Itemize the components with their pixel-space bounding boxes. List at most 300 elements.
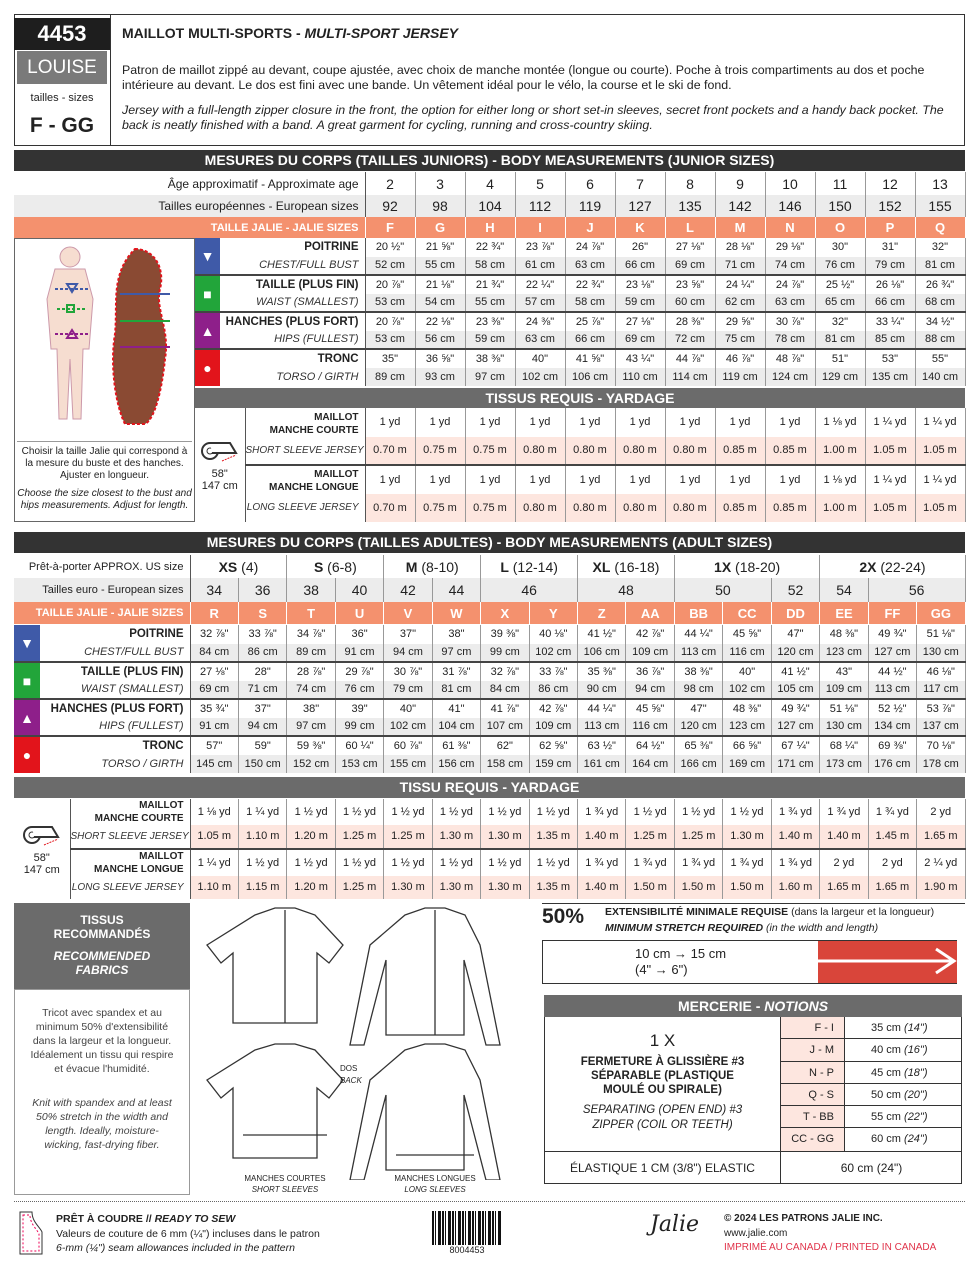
cm-value: 99 cm bbox=[335, 718, 383, 737]
zipper-size-range: Q - S bbox=[781, 1084, 845, 1105]
euro-label: Tailles européennes - European sizes bbox=[14, 195, 365, 217]
cm-value: 79 cm bbox=[865, 257, 915, 276]
cm-value: 155 cm bbox=[384, 755, 432, 774]
stretch-gauge bbox=[542, 940, 957, 984]
zipper-length bbox=[845, 1039, 928, 1060]
yardage-m: 1.50 m bbox=[674, 876, 722, 900]
zipper-length-row bbox=[781, 1062, 962, 1084]
stretch-req-fr-note: (dans la largeur et la longueur) bbox=[791, 906, 935, 918]
yardage-yd: 1 yd bbox=[665, 465, 715, 494]
inch-value: 32 ⅞" bbox=[481, 662, 529, 681]
stretch-req-fr: EXTENSIBILITÉ MINIMALE REQUISE bbox=[605, 906, 789, 918]
cm-value: 152 cm bbox=[287, 755, 335, 774]
yardage-m: 0.80 m bbox=[565, 494, 615, 523]
us-size-letter: XS bbox=[218, 558, 238, 575]
us-size-range: (18-20) bbox=[735, 558, 781, 575]
inch-value: 22 ¼" bbox=[515, 275, 565, 294]
yardage-yd: 1 ¾ yd bbox=[578, 849, 626, 876]
cm-value: 102 cm bbox=[529, 644, 577, 663]
us-size-range: (8-10) bbox=[421, 558, 459, 575]
cm-value: 85 cm bbox=[865, 331, 915, 350]
title-en: MULTI-SPORT JERSEY bbox=[304, 25, 459, 41]
jalie-size: EE bbox=[820, 602, 868, 624]
stretch-in: (4" → 6") bbox=[635, 962, 688, 977]
yardage-yd: 1 ½ yd bbox=[335, 849, 383, 876]
inch-value: 29 ⅛" bbox=[765, 238, 815, 257]
us-size-letter: XL bbox=[592, 558, 611, 575]
age-value: 2 bbox=[365, 172, 415, 195]
euro-size: 98 bbox=[415, 195, 465, 217]
zipper-length-row bbox=[781, 1084, 962, 1106]
inch-value: 41 ⅞" bbox=[481, 699, 529, 718]
inch-value: 29 ⅞" bbox=[335, 662, 383, 681]
garment-en: LONG SLEEVE JERSEY bbox=[245, 494, 365, 523]
cm-value: 171 cm bbox=[771, 755, 819, 774]
measure-label-fr: TAILLE (PLUS FIN) bbox=[40, 662, 190, 681]
fabric-width-in: 58" bbox=[211, 467, 228, 480]
inch-value: 24 ⅞" bbox=[765, 275, 815, 294]
inch-value: 47" bbox=[674, 699, 722, 718]
yardage-yd: 1 ⅛ yd bbox=[190, 799, 238, 825]
inch-value: 52 ½" bbox=[868, 699, 916, 718]
cm-value: 106 cm bbox=[578, 644, 626, 663]
cm-value: 127 cm bbox=[868, 644, 916, 663]
yardage-label bbox=[245, 408, 365, 437]
jalie-size: GG bbox=[917, 602, 965, 624]
jalie-size: O bbox=[815, 217, 865, 238]
cm-value: 158 cm bbox=[481, 755, 529, 774]
measurement-row-cm bbox=[14, 718, 965, 737]
zipper-length-list bbox=[781, 1017, 962, 1151]
inch-value: 37" bbox=[384, 625, 432, 644]
inch-value: 55" bbox=[915, 349, 965, 368]
euro-row bbox=[14, 195, 965, 217]
stretch-requirement bbox=[605, 904, 934, 936]
cm-value: 140 cm bbox=[915, 368, 965, 387]
yardage-yd: 1 yd bbox=[565, 408, 615, 437]
jalie-size: U bbox=[335, 602, 383, 624]
yardage-m: 0.80 m bbox=[665, 437, 715, 466]
garment-fr: MAILLOT bbox=[314, 468, 359, 480]
us-size-range: (16-18) bbox=[614, 558, 660, 575]
cm-value: 113 cm bbox=[578, 718, 626, 737]
cm-value: 66 cm bbox=[565, 331, 615, 350]
euro-size: 127 bbox=[615, 195, 665, 217]
measure-label-en: TORSO / GIRTH bbox=[220, 368, 365, 387]
zipper-length-in: (20") bbox=[904, 1088, 928, 1101]
cm-value: 55 cm bbox=[465, 294, 515, 313]
yardage-yd: 1 yd bbox=[415, 465, 465, 494]
euro-size: 46 bbox=[481, 578, 578, 602]
up-triangle-icon: ▲ bbox=[195, 312, 220, 349]
fabric-roll-cell bbox=[14, 799, 70, 899]
measure-label-fr: TRONC bbox=[220, 349, 365, 368]
jalie-row bbox=[14, 602, 965, 624]
cm-value: 106 cm bbox=[565, 368, 615, 387]
age-value: 10 bbox=[765, 172, 815, 195]
inch-value: 37" bbox=[238, 699, 286, 718]
yardage-yd: 1 yd bbox=[765, 465, 815, 494]
us-size bbox=[820, 555, 965, 578]
yardage-yd: 1 ¾ yd bbox=[578, 799, 626, 825]
inch-value: 25 ⅞" bbox=[565, 312, 615, 331]
cm-value: 55 cm bbox=[415, 257, 465, 276]
yardage-m: 0.85 m bbox=[715, 437, 765, 466]
us-size bbox=[384, 555, 481, 578]
measure-label-fr: TAILLE (PLUS FIN) bbox=[220, 275, 365, 294]
square-icon: ■ bbox=[14, 662, 40, 699]
inch-value: 26" bbox=[615, 238, 665, 257]
inch-value: 23 ⅜" bbox=[465, 312, 515, 331]
measure-label-en: TORSO / GIRTH bbox=[40, 755, 190, 774]
zipper-length-in: (24") bbox=[904, 1133, 928, 1146]
measurement-row bbox=[195, 275, 965, 294]
adult-measurements-header: MESURES DU CORPS (TAILLES ADULTES) - BODY MEASUREMENTS (ADULT SIZES) bbox=[14, 532, 965, 553]
cm-value: 63 cm bbox=[565, 257, 615, 276]
sizes-range: F - GG bbox=[29, 114, 95, 137]
down-triangle-icon: ▼ bbox=[14, 625, 40, 662]
cm-value: 109 cm bbox=[626, 644, 674, 663]
cm-value: 176 cm bbox=[868, 755, 916, 774]
euro-size: 40 bbox=[335, 578, 383, 602]
zipper-length-in: (18") bbox=[904, 1066, 928, 1079]
circle-icon: ● bbox=[195, 349, 220, 386]
euro-size: 119 bbox=[565, 195, 615, 217]
zipper-length-in: (16") bbox=[904, 1044, 928, 1057]
euro-size: 34 bbox=[190, 578, 238, 602]
long-sleeves-fr: MANCHES LONGUES bbox=[394, 1174, 476, 1183]
inch-value: 20 ⅞" bbox=[365, 275, 415, 294]
yardage-yd: 1 yd bbox=[715, 465, 765, 494]
inch-value: 57" bbox=[190, 736, 238, 755]
inch-value: 43 ¼" bbox=[615, 349, 665, 368]
yardage-m: 0.85 m bbox=[765, 494, 815, 523]
back-label-fr: DOS bbox=[340, 1064, 358, 1073]
us-size bbox=[578, 555, 675, 578]
euro-size: 104 bbox=[465, 195, 515, 217]
jalie-size: H bbox=[465, 217, 515, 238]
inch-value: 38" bbox=[432, 625, 480, 644]
inch-value: 46 ⅞" bbox=[715, 349, 765, 368]
euro-row bbox=[14, 578, 965, 602]
euro-label: Tailles euro - European sizes bbox=[14, 578, 190, 602]
yardage-yd: 1 yd bbox=[365, 408, 415, 437]
zipper-size-range: F - I bbox=[781, 1017, 845, 1038]
euro-size: 54 bbox=[820, 578, 868, 602]
yardage-label bbox=[70, 799, 190, 825]
yardage-yd: 1 ½ yd bbox=[238, 849, 286, 876]
yardage-yd: 1 ½ yd bbox=[335, 799, 383, 825]
cm-value: 71 cm bbox=[715, 257, 765, 276]
zipper-size-range: J - M bbox=[781, 1039, 845, 1060]
cm-value: 75 cm bbox=[715, 331, 765, 350]
yardage-m: 1.05 m bbox=[865, 494, 915, 523]
pattern-piece-icon bbox=[18, 1210, 44, 1256]
jalie-size: I bbox=[515, 217, 565, 238]
yardage-m: 0.80 m bbox=[665, 494, 715, 523]
yardage-m: 1.05 m bbox=[190, 825, 238, 849]
cm-value: 134 cm bbox=[868, 718, 916, 737]
yardage-m: 0.85 m bbox=[715, 494, 765, 523]
inch-value: 21 ¾" bbox=[465, 275, 515, 294]
inch-value: 44 ½" bbox=[868, 662, 916, 681]
zipper-length-in: (14") bbox=[904, 1022, 928, 1034]
inch-value: 35 ¾" bbox=[190, 699, 238, 718]
zipper-length bbox=[845, 1106, 928, 1127]
cm-value: 114 cm bbox=[665, 368, 715, 387]
cm-value: 84 cm bbox=[190, 644, 238, 663]
inch-value: 32" bbox=[915, 238, 965, 257]
yardage-m: 1.50 m bbox=[626, 876, 674, 900]
us-size-letter: S bbox=[313, 558, 324, 575]
stretch-percent: 50% bbox=[542, 905, 585, 928]
inch-value: 64 ½" bbox=[626, 736, 674, 755]
inch-value: 33 ¼" bbox=[865, 312, 915, 331]
inch-value: 43" bbox=[820, 662, 868, 681]
cm-value: 110 cm bbox=[615, 368, 665, 387]
zipper-length-row bbox=[781, 1128, 962, 1150]
yardage-yd: 1 ½ yd bbox=[384, 849, 432, 876]
jalie-size: S bbox=[238, 602, 286, 624]
measure-label-en: CHEST/FULL BUST bbox=[220, 257, 365, 276]
cm-value: 161 cm bbox=[578, 755, 626, 774]
yardage-m: 1.45 m bbox=[868, 825, 916, 849]
us-size bbox=[481, 555, 578, 578]
measurement-row bbox=[14, 625, 965, 644]
yardage-m: 1.10 m bbox=[238, 825, 286, 849]
yardage-m: 1.65 m bbox=[868, 876, 916, 900]
measurement-row bbox=[195, 312, 965, 331]
cm-value: 99 cm bbox=[481, 644, 529, 663]
inch-value: 42 ⅞" bbox=[529, 699, 577, 718]
yardage-row-m bbox=[14, 876, 965, 900]
ready-fr: PRÊT À COUDRE // bbox=[56, 1213, 155, 1225]
cm-value: 107 cm bbox=[481, 718, 529, 737]
fabrics-panel bbox=[14, 989, 190, 1195]
yardage-m: 1.00 m bbox=[815, 437, 865, 466]
cm-value: 63 cm bbox=[515, 331, 565, 350]
yardage-m: 1.30 m bbox=[481, 825, 529, 849]
yardage-m: 1.20 m bbox=[287, 876, 335, 900]
recommended-fabrics-header bbox=[14, 903, 190, 989]
zipper-length-cm: 60 cm bbox=[871, 1133, 901, 1146]
jalie-size: Q bbox=[915, 217, 965, 238]
short-sleeve-back-drawing bbox=[207, 1044, 343, 1158]
stretch-measure bbox=[635, 946, 726, 978]
age-value: 11 bbox=[815, 172, 865, 195]
jalie-size: FF bbox=[868, 602, 916, 624]
yardage-yd: 1 ½ yd bbox=[432, 799, 480, 825]
up-triangle-icon: ▲ bbox=[14, 699, 40, 736]
yardage-yd: 1 ¼ yd bbox=[238, 799, 286, 825]
measurement-row-cm bbox=[195, 368, 965, 387]
zipper-length-row bbox=[781, 1039, 962, 1061]
jalie-logo: Jalie bbox=[650, 1212, 700, 1237]
inch-value: 59 ⅜" bbox=[287, 736, 335, 755]
euro-size: 150 bbox=[815, 195, 865, 217]
euro-size: 112 bbox=[515, 195, 565, 217]
euro-size: 38 bbox=[287, 578, 335, 602]
long-sleeves-en: LONG SLEEVES bbox=[404, 1185, 466, 1194]
yardage-m: 1.05 m bbox=[915, 437, 965, 466]
cm-value: 116 cm bbox=[626, 718, 674, 737]
yardage-yd: 1 yd bbox=[465, 408, 515, 437]
garment-fr: MAILLOT bbox=[139, 850, 184, 862]
inch-value: 69 ⅜" bbox=[868, 736, 916, 755]
stretch-req-en: MINIMUM STRETCH REQUIRED bbox=[605, 922, 764, 934]
zipper-length bbox=[845, 1084, 928, 1105]
inch-value: 45 ⅝" bbox=[626, 699, 674, 718]
cm-value: 60 cm bbox=[665, 294, 715, 313]
inch-value: 21 ⅝" bbox=[415, 238, 465, 257]
inch-value: 23 ⅝" bbox=[665, 275, 715, 294]
yardage-m: 1.25 m bbox=[384, 825, 432, 849]
inch-value: 32" bbox=[815, 312, 865, 331]
age-value: 13 bbox=[915, 172, 965, 195]
inch-value: 28 ⅜" bbox=[665, 312, 715, 331]
cm-value: 59 cm bbox=[615, 294, 665, 313]
yardage-m: 0.80 m bbox=[615, 437, 665, 466]
cm-value: 156 cm bbox=[432, 755, 480, 774]
ready-en: READY TO SEW bbox=[154, 1213, 236, 1225]
yardage-yd: 1 ¾ yd bbox=[674, 849, 722, 876]
yardage-label bbox=[70, 849, 190, 876]
cm-value: 90 cm bbox=[578, 681, 626, 700]
inch-value: 36" bbox=[335, 625, 383, 644]
yardage-m: 1.15 m bbox=[238, 876, 286, 900]
fabric-roll-icon bbox=[22, 823, 62, 849]
cm-value: 109 cm bbox=[529, 718, 577, 737]
us-size-range: (22-24) bbox=[880, 558, 926, 575]
inch-value: 27 ⅛" bbox=[190, 662, 238, 681]
cm-value: 145 cm bbox=[190, 755, 238, 774]
cm-value: 153 cm bbox=[335, 755, 383, 774]
junior-figure-panel bbox=[14, 238, 195, 522]
euro-size: 48 bbox=[578, 578, 675, 602]
cm-value: 66 cm bbox=[865, 294, 915, 313]
inch-value: 48 ⅞" bbox=[765, 349, 815, 368]
yardage-m: 0.75 m bbox=[415, 494, 465, 523]
cm-value: 69 cm bbox=[615, 331, 665, 350]
long-sleeve-front-drawing bbox=[350, 908, 500, 1045]
inch-value: 23 ⅛" bbox=[615, 275, 665, 294]
inch-value: 66 ⅝" bbox=[723, 736, 771, 755]
choose-size-en: Choose the size closest to the bust and hips measurements. Adjust for length. bbox=[17, 488, 192, 511]
junior-yardage-table bbox=[195, 408, 966, 522]
measurement-row-cm bbox=[195, 294, 965, 313]
yardage-m: 0.70 m bbox=[365, 494, 415, 523]
zipper-length-cm: 40 cm bbox=[871, 1044, 901, 1057]
inch-value: 62" bbox=[481, 736, 529, 755]
us-size-letter: 2X bbox=[859, 558, 877, 575]
notions-title-fr: MERCERIE - bbox=[677, 998, 765, 1014]
cm-value: 53 cm bbox=[365, 331, 415, 350]
website-link[interactable]: www.jalie.com bbox=[724, 1227, 788, 1239]
pattern-title bbox=[122, 25, 458, 41]
inch-value: 39" bbox=[335, 699, 383, 718]
euro-size: 44 bbox=[432, 578, 480, 602]
cm-value: 54 cm bbox=[415, 294, 465, 313]
yardage-row-m bbox=[14, 825, 965, 849]
inch-value: 67 ¼" bbox=[771, 736, 819, 755]
fabrics-text-fr: Tricot avec spandex et au minimum 50% d'extensibilité dans la largeur et la longueur. Idéalement un tissu qui respire et évacue l'humidité. bbox=[30, 1007, 174, 1075]
cm-value: 113 cm bbox=[674, 644, 722, 663]
yardage-yd: 1 yd bbox=[615, 408, 665, 437]
short-sleeves-fr: MANCHES COURTES bbox=[244, 1174, 326, 1183]
cm-value: 127 cm bbox=[771, 718, 819, 737]
yardage-yd: 1 yd bbox=[715, 408, 765, 437]
jersey-technical-drawings bbox=[205, 900, 525, 1180]
cm-value: 116 cm bbox=[723, 644, 771, 663]
cm-value: 98 cm bbox=[674, 681, 722, 700]
zipper-length-cm: 50 cm bbox=[871, 1088, 901, 1101]
cm-value: 91 cm bbox=[190, 718, 238, 737]
euro-size: 142 bbox=[715, 195, 765, 217]
inch-value: 38" bbox=[287, 699, 335, 718]
inch-value: 53" bbox=[865, 349, 915, 368]
euro-size: 92 bbox=[365, 195, 415, 217]
inch-value: 70 ⅛" bbox=[917, 736, 965, 755]
yardage-yd: 1 ½ yd bbox=[481, 799, 529, 825]
yardage-m: 1.65 m bbox=[820, 876, 868, 900]
jalie-size: Z bbox=[578, 602, 626, 624]
inch-value: 33 ⅞" bbox=[238, 625, 286, 644]
jalie-label: TAILLE JALIE - JALIE SIZES bbox=[14, 217, 365, 238]
yardage-m: 1.65 m bbox=[917, 825, 965, 849]
yardage-m: 1.25 m bbox=[674, 825, 722, 849]
zipper-size-range: CC - GG bbox=[781, 1128, 845, 1150]
us-size-range: (12-14) bbox=[512, 558, 558, 575]
yardage-m: 1.05 m bbox=[915, 494, 965, 523]
measurement-row bbox=[14, 699, 965, 718]
us-size-letter: 1X bbox=[714, 558, 732, 575]
cm-value: 74 cm bbox=[287, 681, 335, 700]
yardage-yd: 1 ¾ yd bbox=[820, 799, 868, 825]
yardage-yd: 1 ¾ yd bbox=[771, 849, 819, 876]
garment-en: LONG SLEEVE JERSEY bbox=[70, 876, 190, 900]
measure-label-en: HIPS (FULLEST) bbox=[40, 718, 190, 737]
inch-value: 36 ⅝" bbox=[415, 349, 465, 368]
cm-value: 159 cm bbox=[529, 755, 577, 774]
inch-value: 40" bbox=[515, 349, 565, 368]
euro-size: 56 bbox=[868, 578, 965, 602]
yardage-yd: 1 ½ yd bbox=[674, 799, 722, 825]
yardage-m: 0.75 m bbox=[465, 494, 515, 523]
cm-value: 72 cm bbox=[665, 331, 715, 350]
copyright: © 2024 LES PATRONS JALIE INC. bbox=[724, 1213, 883, 1224]
measurement-row-cm bbox=[14, 644, 965, 663]
cm-value: 94 cm bbox=[384, 644, 432, 663]
sizes-label: tailles - sizes bbox=[30, 92, 94, 104]
zipper-quantity: 1 X bbox=[649, 1031, 676, 1050]
inch-value: 41 ⅝" bbox=[565, 349, 615, 368]
inch-value: 45 ⅝" bbox=[723, 625, 771, 644]
sleeve-fr: MANCHE COURTE bbox=[94, 813, 184, 824]
inch-value: 20 ⅞" bbox=[365, 312, 415, 331]
inch-value: 53 ⅞" bbox=[917, 699, 965, 718]
inch-value: 36 ⅞" bbox=[626, 662, 674, 681]
measurement-row-cm bbox=[195, 257, 965, 276]
inch-value: 48 ⅜" bbox=[820, 625, 868, 644]
cm-value: 94 cm bbox=[626, 681, 674, 700]
us-size-label: Prêt-à-porter APPROX. US size bbox=[14, 555, 190, 578]
inch-value: 22 ¾" bbox=[465, 238, 515, 257]
inch-value: 38 ⅜" bbox=[465, 349, 515, 368]
inch-value: 27 ⅛" bbox=[615, 312, 665, 331]
inch-value: 34 ⅞" bbox=[287, 625, 335, 644]
garment-en: SHORT SLEEVE JERSEY bbox=[70, 825, 190, 849]
cm-value: 81 cm bbox=[432, 681, 480, 700]
